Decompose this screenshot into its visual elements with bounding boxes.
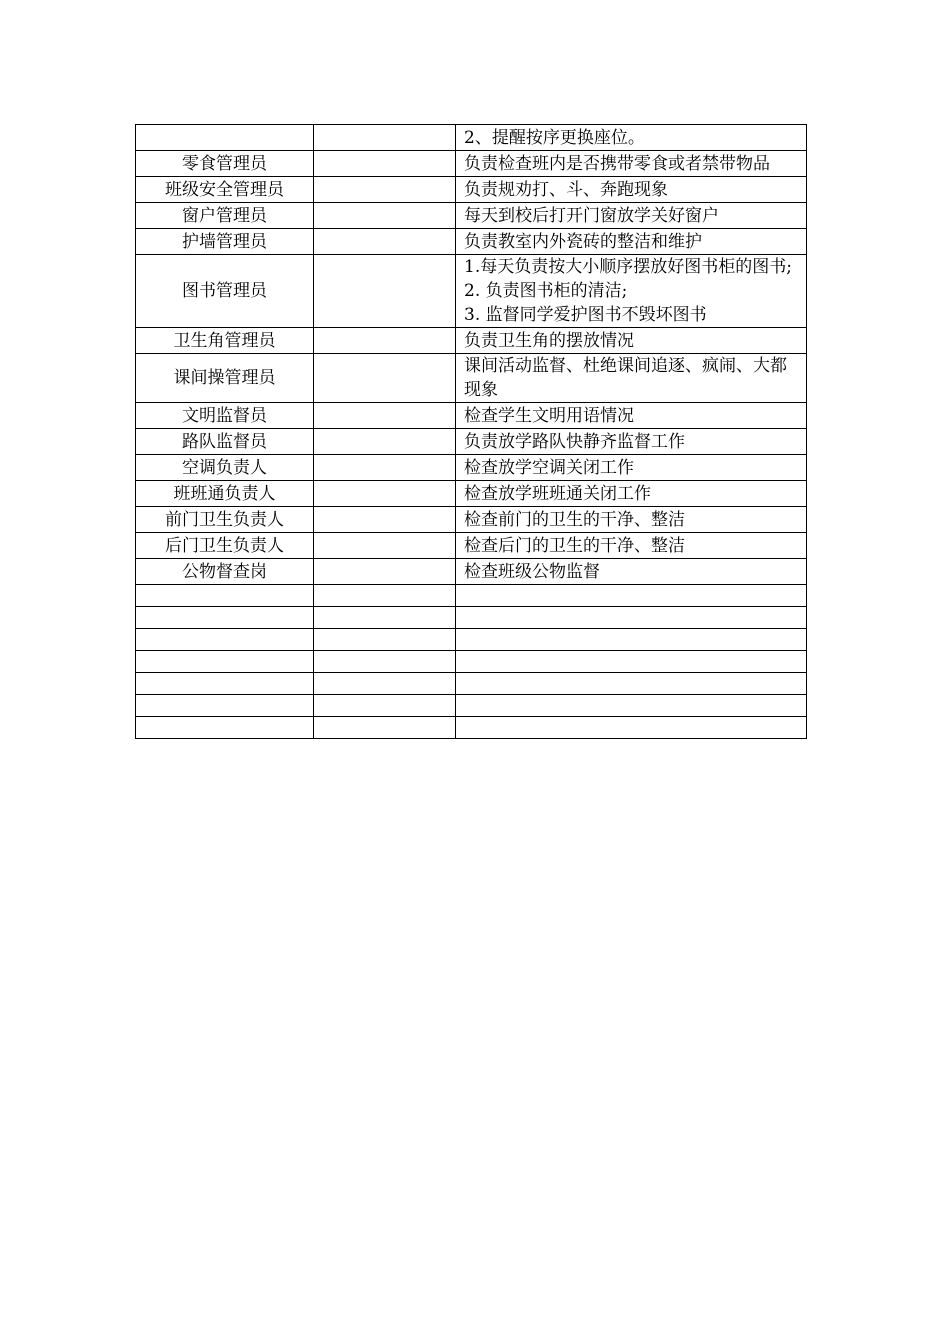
duty-text: 负责放学路队快静齐监督工作 <box>464 431 685 452</box>
person-cell <box>314 455 456 481</box>
table-row <box>136 125 807 151</box>
duty-text: 检查放学空调关闭工作 <box>464 457 634 478</box>
table-row <box>136 559 807 585</box>
table-row <box>136 229 807 255</box>
person-cell <box>314 203 456 229</box>
empty-cell <box>136 651 314 673</box>
duty-text: 课间活动监督、杜绝课间追逐、疯闹、大都现象 <box>464 356 787 400</box>
empty-cell <box>456 673 807 695</box>
empty-cell <box>136 629 314 651</box>
table-row <box>136 403 807 429</box>
empty-table-row <box>136 607 807 629</box>
table-row <box>136 203 807 229</box>
person-cell <box>314 229 456 255</box>
table-row <box>136 255 807 328</box>
role-cell: 文明监督员 <box>136 403 314 429</box>
person-cell <box>314 559 456 585</box>
duty-cell <box>456 328 807 354</box>
role-cell <box>136 125 314 151</box>
duty-text: 2. 负责图书柜的清洁; <box>464 281 628 301</box>
empty-cell <box>456 717 807 739</box>
table-row <box>136 429 807 455</box>
duty-text: 负责检查班内是否携带零食或者禁带物品 <box>464 153 770 174</box>
role-cell: 卫生角管理员 <box>136 328 314 354</box>
duty-text: 检查班级公物监督 <box>464 561 600 582</box>
empty-cell <box>314 695 456 717</box>
duty-text: 负责卫生角的摆放情况 <box>464 330 634 351</box>
duty-text: 1.每天负责按大小顺序摆放好图书柜的图书; <box>464 257 792 277</box>
role-cell: 图书管理员 <box>136 255 314 328</box>
person-cell <box>314 151 456 177</box>
duty-table-body <box>136 125 807 739</box>
duty-cell <box>456 559 807 585</box>
empty-table-row <box>136 717 807 739</box>
empty-cell <box>136 717 314 739</box>
duty-text: 检查学生文明用语情况 <box>464 405 634 426</box>
duty-cell <box>456 151 807 177</box>
duty-cell <box>456 481 807 507</box>
empty-cell <box>314 651 456 673</box>
role-cell: 班级安全管理员 <box>136 177 314 203</box>
empty-cell <box>456 585 807 607</box>
empty-cell <box>314 717 456 739</box>
empty-table-row <box>136 585 807 607</box>
duty-text: 检查前门的卫生的干净、整洁 <box>464 509 685 530</box>
person-cell <box>314 125 456 151</box>
person-cell <box>314 328 456 354</box>
duty-cell <box>456 203 807 229</box>
person-cell <box>314 507 456 533</box>
role-cell: 护墙管理员 <box>136 229 314 255</box>
duty-cell <box>456 507 807 533</box>
duty-text: 负责规劝打、斗、奔跑现象 <box>464 179 668 200</box>
person-cell <box>314 177 456 203</box>
role-cell: 课间操管理员 <box>136 354 314 403</box>
duty-text: 负责教室内外瓷砖的整洁和维护 <box>464 231 702 252</box>
empty-table-row <box>136 673 807 695</box>
person-cell <box>314 533 456 559</box>
duty-cell <box>456 455 807 481</box>
role-cell: 零食管理员 <box>136 151 314 177</box>
empty-cell <box>456 607 807 629</box>
person-cell <box>314 354 456 403</box>
duty-cell <box>456 255 807 328</box>
empty-cell <box>456 695 807 717</box>
role-cell: 公物督查岗 <box>136 559 314 585</box>
person-cell <box>314 481 456 507</box>
duty-text: 2、提醒按序更换座位。 <box>464 127 645 148</box>
role-cell: 前门卫生负责人 <box>136 507 314 533</box>
empty-cell <box>314 585 456 607</box>
role-cell: 路队监督员 <box>136 429 314 455</box>
duty-text: 3. 监督同学爱护图书不毁坏图书 <box>464 305 707 325</box>
table-row <box>136 151 807 177</box>
empty-table-row <box>136 651 807 673</box>
empty-table-row <box>136 629 807 651</box>
empty-cell <box>136 585 314 607</box>
duty-cell <box>456 229 807 255</box>
duty-table <box>135 124 807 739</box>
empty-cell <box>314 673 456 695</box>
empty-cell <box>314 629 456 651</box>
person-cell <box>314 255 456 328</box>
empty-cell <box>136 673 314 695</box>
table-row <box>136 455 807 481</box>
duty-cell <box>456 354 807 403</box>
duty-cell <box>456 403 807 429</box>
table-row <box>136 533 807 559</box>
empty-cell <box>456 629 807 651</box>
duty-cell <box>456 533 807 559</box>
role-cell: 后门卫生负责人 <box>136 533 314 559</box>
role-cell: 班班通负责人 <box>136 481 314 507</box>
duty-text: 每天到校后打开门窗放学关好窗户 <box>464 205 719 226</box>
empty-cell <box>456 651 807 673</box>
empty-cell <box>136 607 314 629</box>
duty-cell <box>456 125 807 151</box>
duty-text: 检查后门的卫生的干净、整洁 <box>464 535 685 556</box>
empty-cell <box>136 695 314 717</box>
empty-cell <box>314 607 456 629</box>
table-row <box>136 481 807 507</box>
person-cell <box>314 403 456 429</box>
table-row <box>136 507 807 533</box>
role-cell: 空调负责人 <box>136 455 314 481</box>
duty-text: 检查放学班班通关闭工作 <box>464 483 651 504</box>
table-row <box>136 177 807 203</box>
person-cell <box>314 429 456 455</box>
duty-cell <box>456 429 807 455</box>
duty-cell <box>456 177 807 203</box>
table-row <box>136 328 807 354</box>
table-row <box>136 354 807 403</box>
empty-table-row <box>136 695 807 717</box>
role-cell: 窗户管理员 <box>136 203 314 229</box>
